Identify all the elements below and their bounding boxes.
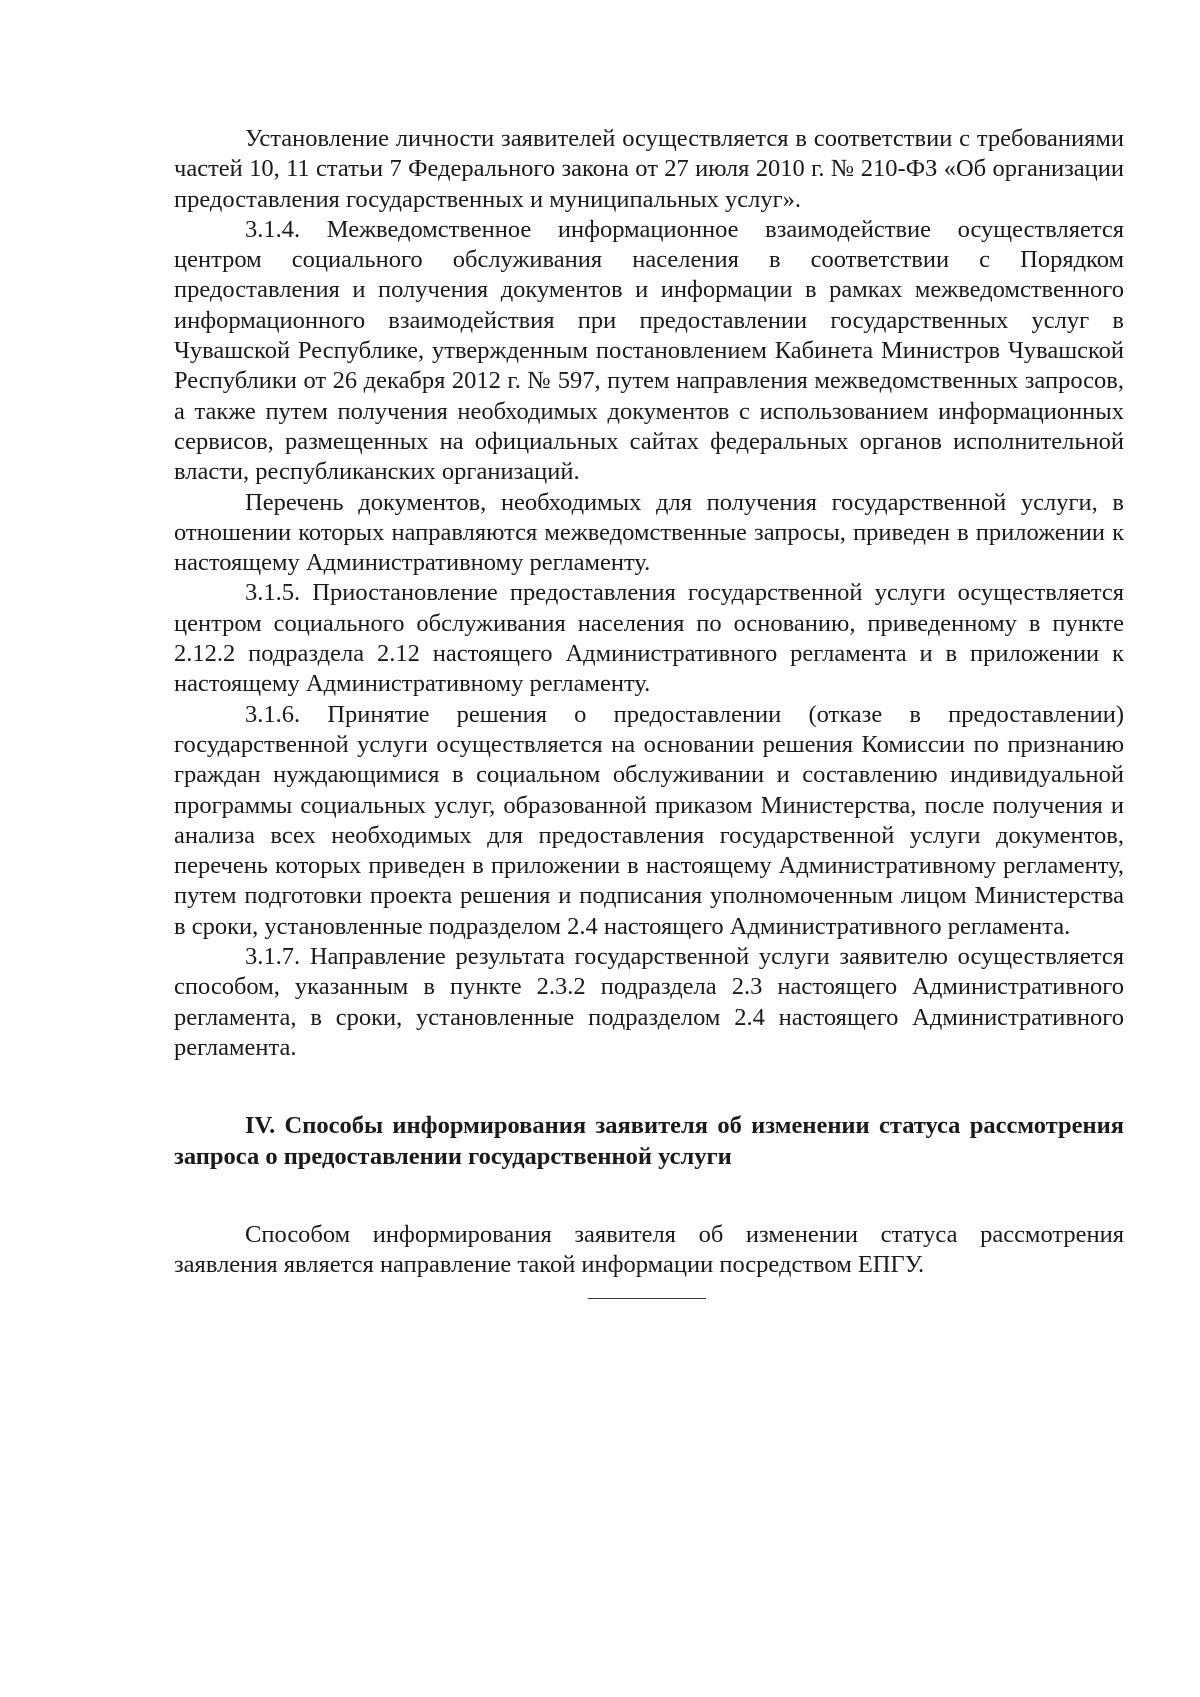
section-heading: IV. Способы информирования заявителя об изменении статуса рассмотрения запроса о предоставлении государственной услуги — [174, 1112, 1124, 1170]
document-body — [174, 124, 1124, 1299]
paragraph-documents-list: Перечень документов, необходимых для получения государственной услуги, в отношении которых направляются межведомственные запросы, приведен в приложении к настоящему Административному регламенту. — [174, 488, 1124, 577]
paragraph-3-1-7: 3.1.7. Направление результата государственной услуги заявителю осуществляется способом, указанным в пункте 2.3.2 подраздела 2.3 настоящего Административного регламента, в сроки, установленные подразделом 2.4 настоящего Административного регламента. — [174, 943, 1124, 1061]
paragraph-3-1-4: 3.1.4. Межведомственное информационное взаимодействие осуществляется центром социального обслуживания населения в соответствии с Порядком предоставления и получения документов и информации в рамках межведомственного информационного взаимодействия при предоставлении государственных услуг в Чувашской Республике, утвержденным постановлением Кабинета Министров Чувашской Республики от 26 декабря 2012 г. № 597, путем направления межведомственных запросов, а также путем получения необходимых документов с использованием информационных сервисов, размещенных на официальных сайтах федеральных органов исполнительной власти, республиканских организаций. — [174, 215, 1124, 486]
end-divider-line — [588, 1298, 706, 1299]
paragraph-3-1-5: 3.1.5. Приостановление предоставления государственной услуги осуществляется центром социального обслуживания населения по основанию, приведенному в пункте 2.12.2 подраздела 2.12 настоящего Административного регламента и в приложении к настоящему Административному регламенту. — [174, 579, 1124, 698]
section-paragraph: Способом информирования заявителя об изменении статуса рассмотрения заявления является направление такой информации посредством ЕПГУ. — [174, 1220, 1124, 1279]
paragraph-identity-verification: Установление личности заявителей осуществляется в соответствии с требованиями частей 10, 11 статьи 7 Федерального закона от 27 июля 2010 г. № 210-ФЗ «Об организации предоставления государственных и муниципальных услуг». — [174, 125, 1124, 213]
paragraph-3-1-6: 3.1.6. Принятие решения о предоставлении (отказе в предоставлении) государственной услуги осуществляется на основании решения Комиссии по признанию граждан нуждающимися в социальном обслуживании и составлению индивидуальной программы социальных услуг, образованной приказом Министерства, после получения и анализа всех необходимых для предоставления государственной услуги документов, перечень которых приведен в приложении в настоящему Административному регламенту, путем подготовки проекта решения и подписания уполномоченным лицом Министерства в сроки, установленные подразделом 2.4 настоящего Административного регламента. — [174, 700, 1124, 940]
